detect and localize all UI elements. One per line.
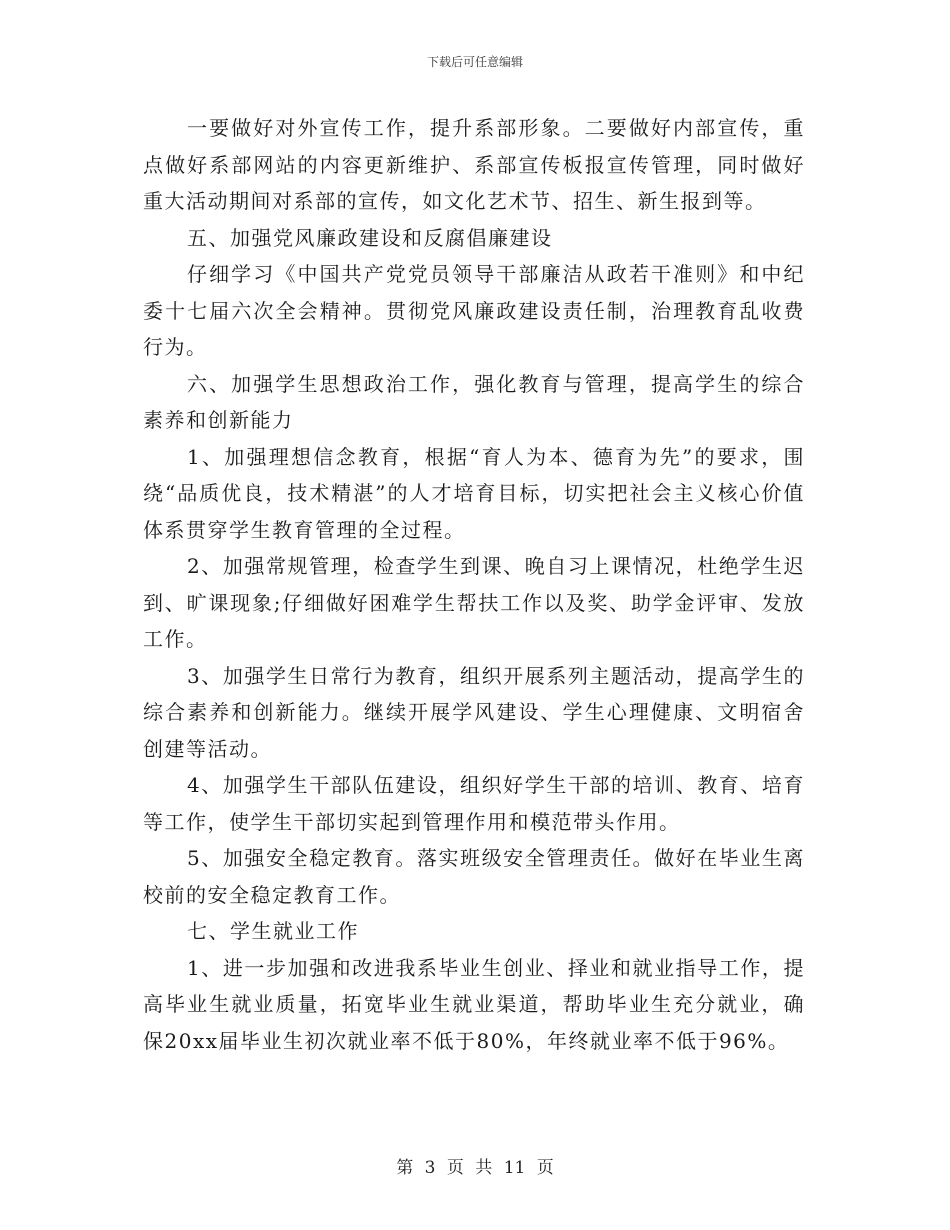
paragraph-item-1-ideals: 1、加强理想信念教育，根据“育人为本、德育为先”的要求，围绕“品质优良，技术精湛”的人才培育目标，切实把社会主义核心价值体系贯穿学生教育管理的全过程。 <box>143 444 805 542</box>
paragraph-item-4-cadres: 4、加强学生干部队伍建设，组织好学生干部的培训、教育、培育等工作，使学生干部切实起到管理作用和模范带头作用。 <box>143 773 805 834</box>
paragraph-employment-1: 1、进一步加强和改进我系毕业生创业、择业和就业指导工作，提高毕业生就业质量，拓宽毕业生就业渠道，帮助毕业生充分就业，确保20xx届毕业生初次就业率不低于80%，年终就业率不低于96%。 <box>143 955 805 1053</box>
section-heading-5: 五、加强党风廉政建设和反腐倡廉建设 <box>187 225 553 250</box>
paragraph-item-5-safety: 5、加强安全稳定教育。落实班级安全管理责任。做好在毕业生离校前的安全稳定教育工作。 <box>143 846 805 907</box>
page-number-footer: 第 3 页 共 11 页 <box>396 1158 554 1178</box>
section-heading-7: 七、学生就业工作 <box>187 919 359 943</box>
section-heading-6: 六、加强学生思想政治工作，强化教育与管理，提高学生的综合素养和创新能力 <box>143 371 805 432</box>
page-header-note: 下载后可任意编辑 <box>426 55 523 69</box>
paragraph-item-2-routine: 2、加强常规管理，检查学生到课、晚自习上课情况，杜绝学生迟到、旷课现象;仔细做好困难学生帮扶工作以及奖、助学金评审、发放工作。 <box>143 554 805 651</box>
paragraph-publicity: 一要做好对外宣传工作，提升系部形象。二要做好内部宣传，重点做好系部网站的内容更新维护、系部宣传板报宣传管理，同时做好重大活动期间对系部的宣传，如文化艺术节、招生、新生报到等。 <box>143 116 805 213</box>
paragraph-item-3-behavior: 3、加强学生日常行为教育，组织开展系列主题活动，提高学生的综合素养和创新能力。继续开展学风建设、学生心理健康、文明宿舍创建等活动。 <box>143 663 805 761</box>
document-body <box>143 110 805 1059</box>
paragraph-integrity-study: 仔细学习《中国共产党党员领导干部廉洁从政若干准则》和中纪委十七届六次全会精神。贯彻党风廉政建设责任制，治理教育乱收费行为。 <box>143 262 805 359</box>
